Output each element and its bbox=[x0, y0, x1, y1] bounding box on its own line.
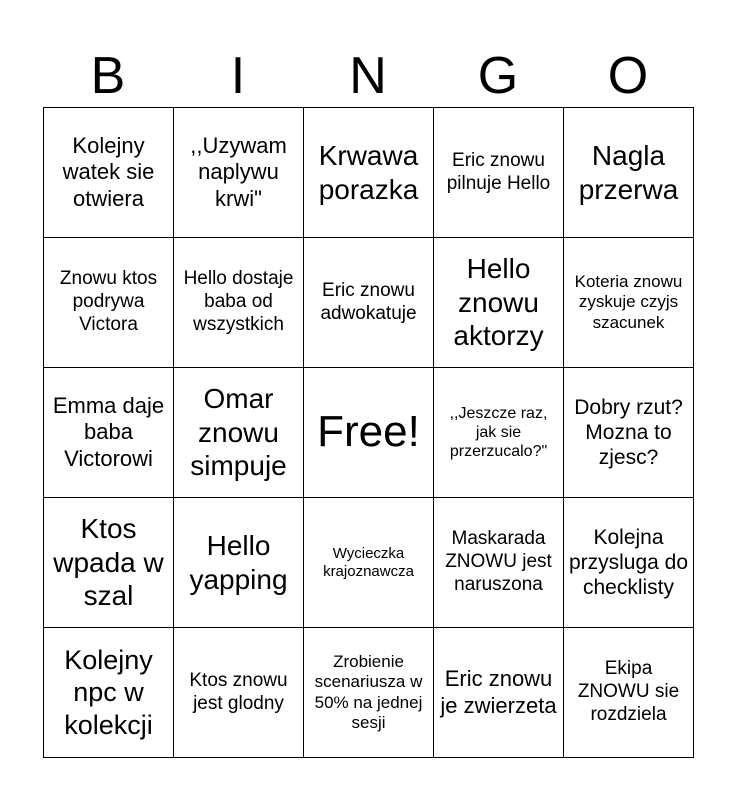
bingo-card bbox=[43, 107, 694, 758]
bingo-cell[interactable]: Eric znowu adwokatuje bbox=[304, 238, 434, 368]
bingo-row-1 bbox=[44, 108, 694, 238]
bingo-cell[interactable]: Kolejna przysluga do checklisty bbox=[564, 498, 694, 628]
bingo-cell[interactable]: ,,Jeszcze raz, jak sie przerzucalo?" bbox=[434, 368, 564, 498]
bingo-cell[interactable]: Maskarada ZNOWU jest naruszona bbox=[434, 498, 564, 628]
title-letter-n: N bbox=[349, 47, 387, 105]
bingo-cell[interactable]: Kolejny npc w kolekcji bbox=[44, 628, 174, 758]
bingo-cell[interactable]: Zrobienie scenariusza w 50% na jednej sesji bbox=[304, 628, 434, 758]
bingo-cell[interactable]: Omar znowu simpuje bbox=[174, 368, 304, 498]
title-letter-i: I bbox=[230, 47, 246, 105]
bingo-cell[interactable]: Nagla przerwa bbox=[564, 108, 694, 238]
free-cell[interactable]: Free! bbox=[304, 368, 434, 498]
bingo-cell[interactable]: Dobry rzut? Mozna to zjesc? bbox=[564, 368, 694, 498]
bingo-cell[interactable]: Ekipa ZNOWU sie rozdziela bbox=[564, 628, 694, 758]
bingo-row-4 bbox=[44, 498, 694, 628]
bingo-cell[interactable]: Emma daje baba Victorowi bbox=[44, 368, 174, 498]
bingo-cell[interactable]: Koteria znowu zyskuje czyjs szacunek bbox=[564, 238, 694, 368]
bingo-row-2 bbox=[44, 238, 694, 368]
bingo-cell[interactable]: Wycieczka krajoznawcza bbox=[304, 498, 434, 628]
bingo-row-5 bbox=[44, 628, 694, 758]
bingo-cell[interactable]: Eric znowu pilnuje Hello bbox=[434, 108, 564, 238]
title-letter-b: B bbox=[90, 47, 126, 105]
bingo-cell[interactable]: Hello znowu aktorzy bbox=[434, 238, 564, 368]
bingo-cell[interactable]: Kolejny watek sie otwiera bbox=[44, 108, 174, 238]
bingo-cell[interactable]: Eric znowu je zwierzeta bbox=[434, 628, 564, 758]
bingo-cell[interactable]: Ktos znowu jest glodny bbox=[174, 628, 304, 758]
bingo-row-3 bbox=[44, 368, 694, 498]
bingo-cell[interactable]: ,,Uzywam naplywu krwi" bbox=[174, 108, 304, 238]
title-letter-g: G bbox=[477, 47, 519, 105]
bingo-cell[interactable]: Znowu ktos podrywa Victora bbox=[44, 238, 174, 368]
bingo-cell[interactable]: Krwawa porazka bbox=[304, 108, 434, 238]
bingo-cell[interactable]: Ktos wpada w szal bbox=[44, 498, 174, 628]
bingo-title bbox=[43, 46, 693, 106]
bingo-cell[interactable]: Hello dostaje baba od wszystkich bbox=[174, 238, 304, 368]
title-letter-o: O bbox=[607, 47, 649, 105]
bingo-cell[interactable]: Hello yapping bbox=[174, 498, 304, 628]
